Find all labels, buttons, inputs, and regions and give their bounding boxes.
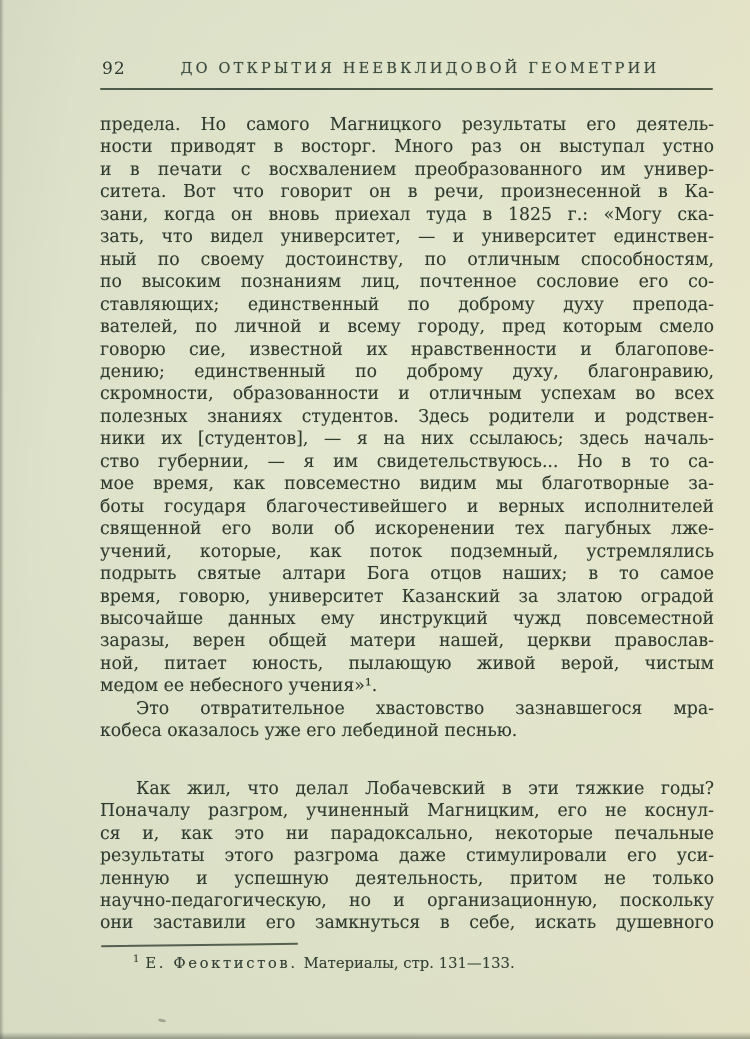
text-block <box>100 114 714 935</box>
text-line: высочайше данных ему инструкций чужд повсеместной <box>100 608 714 629</box>
text-line: ся и, как это ни парадоксально, некоторые печальные <box>100 823 714 844</box>
page-bottom-edge-shadow <box>0 1032 750 1039</box>
text-line: мое время, как повсеместно видим мы благотворные за- <box>100 474 714 495</box>
footnote-author: Е. Феоктистов. <box>145 954 298 972</box>
text-line: ситета. Вот что говорит он в речи, произнесенной в Ка- <box>100 182 714 203</box>
text-line: полезных знаниях студентов. Здесь родители и родствен- <box>100 406 714 427</box>
running-head: ДО ОТКРЫТИЯ НЕЕВКЛИДОВОЙ ГЕОМЕТРИИ <box>180 61 660 77</box>
text-line: говорю сие, известной их нравственности и благопове- <box>100 339 714 360</box>
text-line: ности приводят в восторг. Много раз он выступал устно <box>100 137 714 158</box>
text-line: ный по своему достоинству, по отличным способностям, <box>100 249 714 270</box>
text-line: священной его воли об искоренении тех пагубных лже- <box>100 519 714 540</box>
page-number: 92 <box>102 59 126 79</box>
text-line: вателей, по личной и всему городу, пред которым смело <box>100 317 714 338</box>
text-line: ставляющих; единственный по доброму духу препода- <box>100 294 714 315</box>
text-line: и в печати с восхвалением преобразованного им универ- <box>100 159 714 180</box>
text-line: ники их [студентов], — я на них ссылаюсь; здесь началь- <box>100 429 714 450</box>
text-line: подрыть святые алтари Бога отцов наших; в то самое <box>100 564 714 585</box>
text-line: учений, которые, как поток подземный, устремлялись <box>100 541 714 562</box>
text-line: результаты этого разгрома даже стимулировали его уси- <box>100 846 714 867</box>
paragraph <box>100 698 714 743</box>
text-line: предела. Но самого Магницкого результаты его деятель- <box>100 115 714 135</box>
text-line: медом ее небесного учения»¹. <box>100 676 378 697</box>
text-line: Это отвратительное хвастовство зазнавшегося мра- <box>136 698 714 719</box>
text-line: заразы, верен общей матери нашей, церкви православ- <box>100 631 714 652</box>
footnote-source: Материалы, стр. 131—133. <box>303 954 515 972</box>
text-line: по высоким познаниям лиц, почтенное сословие его со- <box>100 272 714 293</box>
text-line: дению; единственный по доброму духу, благонравию, <box>100 361 714 382</box>
page-left-edge-shadow <box>0 0 4 1039</box>
text-line: боты государя благочестивейшего и верных исполнителей <box>100 496 714 517</box>
text-line: они заставили его замкнуться в себе, искать душевного <box>100 913 714 934</box>
footnote-marker: 1 <box>133 954 140 965</box>
text-line: скромности, образованности и отличным успехам во всех <box>100 384 714 405</box>
text-line: ленную и успешную деятельность, притом не только <box>100 868 714 889</box>
text-line: зать, что видел университет, — и университет единствен- <box>100 227 714 248</box>
text-line: Как жил, что делал Лобачевский в эти тяжкие годы? <box>136 778 714 799</box>
footnote <box>100 954 747 972</box>
footnote-rule <box>101 943 298 947</box>
text-line: научно-педагогическую, но и организационную, поскольку <box>100 890 714 911</box>
text-line: ной, питает юность, пылающую живой верой, чистым <box>100 653 714 674</box>
paragraph <box>100 114 714 698</box>
text-line: зани, когда он вновь приехал туда в 1825 г.: «Могу ска- <box>100 204 714 225</box>
text-line: время, говорю, университет Казанский за златою оградой <box>100 586 714 607</box>
text-line: кобеса оказалось уже его лебединой песнью. <box>100 721 518 742</box>
text-line: ство губернии, — я им свидетельствуюсь... Но в то са- <box>100 451 714 472</box>
paragraph <box>100 778 714 935</box>
paper-speck <box>158 1018 166 1023</box>
text-line: Поначалу разгром, учиненный Магницким, его не коснул- <box>100 801 714 822</box>
header-rule <box>100 88 713 90</box>
